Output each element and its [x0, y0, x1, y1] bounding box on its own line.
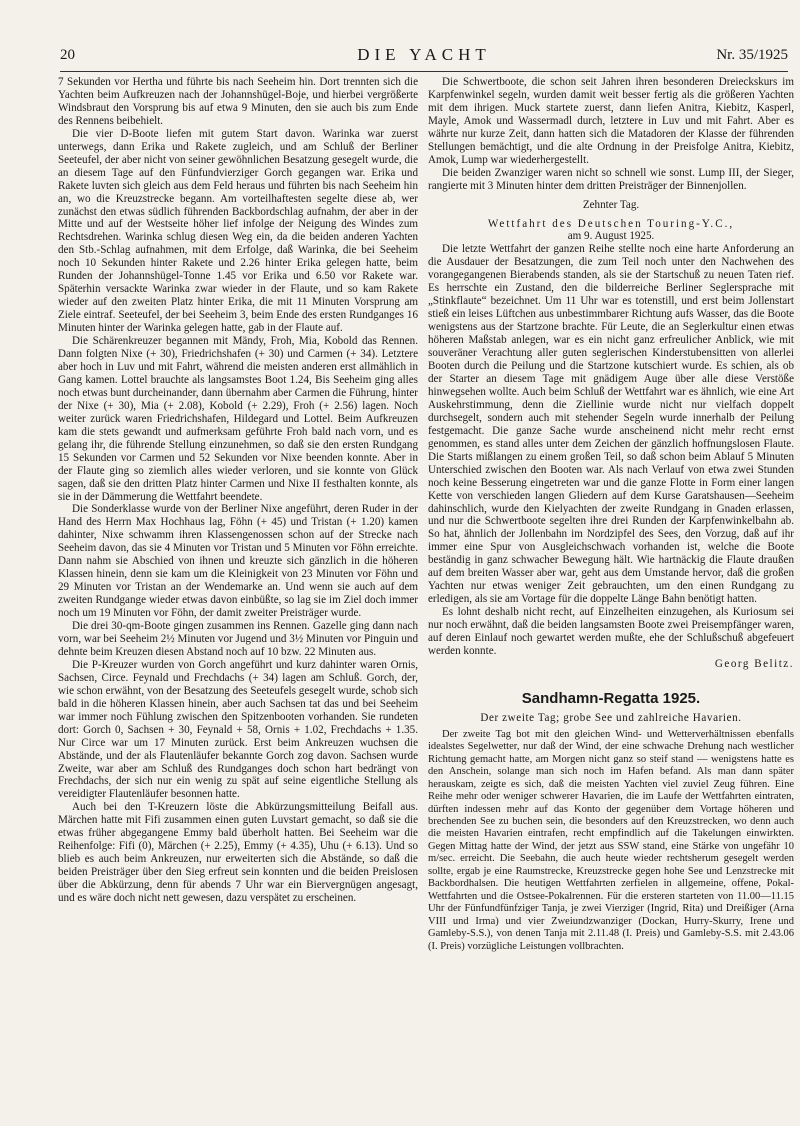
header-rule — [60, 71, 788, 72]
section-title: Wettfahrt des Deutschen Touring-Y.C., — [487, 217, 735, 230]
journal-title: DIE YACHT — [357, 45, 491, 64]
section-day: Zehnter Tag. — [582, 198, 640, 211]
paragraph: Der zweite Tag bot mit den gleichen Wind- und Wetterverhältnissen ebenfalls idealstes Segelwetter, nur daß der Wind, der eine schwache Drehung nach westlicher Richtung gemacht hatte, am Morgen nicht ganz so steif stand — wenigstens hatte es den Anschein, solange man sich noch im Hafen befand. Als man dann später herauskam, zeigte es sich, daß die meisten Yachten viel zuviel Zeug führen. Eine Reihe mehr oder weniger schwerer Havarien, die im Laufe der Wettfahrten eintraten, dürften indessen mehr auf das Konto der gegenüber dem Vortage höheren und brechenden See zu buchen sein, die besonders auf den Kreuzstrecken, wo denn auch die meisten Havarien eintrafen, recht empfindlich auf die Takelungen einwirkten. Gegen Mittag hatte der Wind, der jetzt aus SSW stand, eine Stärke von ungefähr 10 m/sec. erreicht. Die Seebahn, die auch heute wieder rechtsherum gesegelt werden sollte, ergab je eine Raumstrecke, Kreuzstrecke gegen hohe See und Lenzstrecke mit Backbordhalsen. Die heutigen Wettfahrten zerfielen in allgemeine, offene, Pokal-Wettfahrten und die Ostsee-Pokalrennen. Für die ersteren starteten von 11.00—11.15 Uhr der Fünfundfünfziger Tanja, je zwei Vierziger (Ingrid, Rita) und Dreißiger (Arna VIII und Irma) und vier Zweiundzwanziger (Dockan, Hurry-Skurry, Irene und Gamleby-S.S.), von denen Tanja mit 2.11.48 (I. Preis) und Gamleby-S.S. mit 2.43.06 (I. Preis) vorzügliche Leistungen vollbrachten. — [428, 728, 794, 952]
paragraph: Die Schärenkreuzer begannen mit Mändy, Froh, Mia, Kobold das Rennen. Dann folgten Nixe (+ 30), Friedrichshafen (+ 30) und Carmen (+ 34). Letztere aber hoch in Luv und mit Fahrt, während die meisten anderen erst allmählich in Gang kamen. Lottel brauchte als langsamstes Boot 1.24, Bis Seeheim ging alles noch etwas bunt durcheinander, dann übernahm aber Carmen die Führung, hinter der Nixe (+ 30), Mia (+ 2.08), Kobold (+ 2.29), Froh (+ 2.56) lagen. Noch weiter zurück waren Friedrichshafen, Hildegard und Lottel. Beim Aufkreuzen kam die stets gewandt und aufmerksam geführte Froh bald nach vorn, und es gelang ihr, die führende Stellung einzunehmen, so daß sie den ersten Rundgang 15 Sekunden vor Carmen und 52 Sekunden vor Nixe beenden konnte. Aber in der Flaute ging so ziemlich alles wieder verloren, und sie konnte von Glück sagen, daß sie den dritten Platz hinter Carmen und Nixe II festhalten konnte, als sie in der Dämmerung die Wettfahrt beendete. — [58, 335, 418, 503]
author-signature: Georg Belitz. — [714, 657, 794, 670]
paragraph: Auch bei den T-Kreuzern löste die Abkürzungsmitteilung Beifall aus. Märchen hatte mit Fifi zusammen einen guten Luvstart gemacht, so daß sie die etwas früher abgegangene Emmy bald überholt hatten. Bei Seeheim war die Reihenfolge: Fifi (0), Märchen (+ 2.25), Emmy (+ 4.35), Uhu (+ 6.13). Und so blieb es auch beim Ankreuzen, nur erweiterten sich die Abstände, so daß die beiden Preisträger über den Sieg erfreut sein konnten und die beiden Preislosen über die Abkürzung, denn für abends 7 Uhr war ein Biervergnügen angesagt, und es wäre doch nicht nett gewesen, dazu verspätet zu erscheinen. — [58, 801, 418, 905]
paragraph: Die vier D-Boote liefen mit gutem Start davon. Warinka war zuerst unterwegs, dann Erika und Rakete zugleich, und am Schluß der Berliner Seeteufel, der aber nicht von seiner gewöhnlichen Besatzung gesegelt wurde, die an diesem Tage auf den Fünfundvierziger Gorch gegangen war. Erika und Rakete luvten sich gleich aus dem Feld heraus und führten bis nach Seeheim hin an, wo die Kreuzstrecke begann. Am vorteilhaftesten segelte diese ab, wer zunächst den etwas südlich führenden Backbordschlag aufnahm, der aber in der Mitte und auf der Westseite höher lief infolge der Neigung des Windes zum Rechtsdrehen. Warinka schlug diesen Weg ein, da die beiden anderen Yachten den Stb.-Schlag aufnahmen, mit dem Erfolge, daß Warinka, die bei Seeheim noch 10 Sekunden hinter Rakete und 2.26 hinter Erika gelegen hatte, beim Runden der Johannshügel-Tonne 1.45 vor Erika und 6.50 vor Rakete war. Späterhin versackte Warinka zwar wieder in der Flaute, und so kam Rakete wieder auf den zweiten Platz hinter Erika, die mit 11 Minuten Vorsprung am Ziele eintraf. Seeteufel, der bei Seeheim 3, beim Ende des ersten Rundganges 16 Minuten hinter der Warinka gelegen hatte, gab in der Flaute auf. — [58, 127, 418, 335]
issue-number: Nr. 35/1925 — [716, 46, 788, 63]
page-number: 20 — [60, 46, 75, 63]
paragraph: Die drei 30-qm-Boote gingen zusammen ins Rennen. Gazelle ging dann nach vorn, war bei Seeheim 2½ Minuten vor Jugend und 3½ Minuten vor Pinguin und dehnte beim Kreuzen diesen Abstand noch auf 10 bzw. 22 Minuten aus. — [58, 620, 418, 658]
paragraph: 7 Sekunden vor Hertha und führte bis nach Seeheim hin. Dort trennten sich die Yachten beim Aufkreuzen nach der Johannshügel-Boje, und hierbei vergrößerte Windsbraut den Vorsprung bis auf etwa 9 Minuten, den sie auch bis zum Ende des Rennens beibehielt. — [58, 76, 418, 127]
paragraph: Die letzte Wettfahrt der ganzen Reihe stellte noch eine harte Anforderung an die Ausdauer der Besatzungen, die zum Teil noch unter den Nachwehen des vorangegangenen Bierabends standen, als sie der Startschuß zu neuen Taten rief. Es herrschte ein Zustand, den die bilderreiche Berliner Seglersprache mit „Stinkflaute“ bezeichnet. Um 11 Uhr war es totenstill, und erst beim Jollenstart stieß ein leises Lüftchen aus unbestimmbarer Richtung aufs Wasser, das die Boote wenigstens aus der Startzone brachte. Für Leute, die an Seglerkultur einen etwas höheren Maßstab anlegen, war es ein nicht ganz erfreulicher Anblick, wie mit souveräner Verachtung aller guten seglerischen Kinderstubensitten von allerlei Booten durch die Peilung und die Startzone kutschiert wurde. Es schien, als ob der Starter an diesem Tage mit gnädigem Auge über alle diese Verstöße hinwegsehen wollte. Auch beim Schluß der Wettfahrt war es ähnlich, wie eine Art Auskehrstimmung, denn die Ziellinie wurde nicht nur vielfach doppelt durchsegelt, sondern auch mit stehender Segeln wurde innerhalb der Peilung festgemacht. Die ganze Sache wurde anscheinend nicht mehr recht ernst genommen, es stand alles unter dem Zeichen der gänzlich hoffnungslosen Flaute. Die Starts mißlangen zu einem großen Teil, so daß schon beim Ablauf 5 Minuten Unterschied zwischen den Booten war. Als nach Verlauf von etwa zwei Stunden noch keine Besserung eingetreten war und die ganze Flotte in Form einer langen Kette von verschieden langen Gliedern auf dem Kurse Garatshausen—Seeheim dahinschlich, wurde den Kielyachten der zweite Rundgang in Gnaden erlassen, und nur die Schwertboote segelten ihre drei Runden der Karpfenwinkelbahn ab. So hat, ähnlich der Jollenbahn im Nordzipfel des Sees, den Vorzug, daß auf ihr immer eine Spur von Ausgleichschwach vorhanden ist, welche die Boote beständig in ganz schwacher Bewegung hält. Wie hartnäckig die Flaute draußen auf dem breiten Wasser aber war, geht aus dem Umstande hervor, daß die großen Yachten nur etwas weniger Zeit gebrauchten, um den einen Rundgang zu erledigen, als sie am Vortage für die doppelte Länge Bahn benötigt hatten. — [428, 243, 794, 606]
page-header — [60, 40, 788, 70]
paragraph: Die P-Kreuzer wurden von Gorch angeführt und kurz dahinter waren Ornis, Sachsen, Circe. Feynald und Frechdachs (+ 34) lagen am Schluß. Gorch, der, wie schon erwähnt, von der Besatzung des Seeteufels gesegelt wurde, schob sich bald in die höheren Klassen hinein, aber auch Sachsen tat das und bei Seeheim war immer noch Fühlung zwischen den Spitzenbooten vorhanden. Sie rundeten dort: Gorch 0, Sachsen + 30, Feynald + 58, Ornis + 1.02, Frechdachs + 1.35. Nur Circe war um 17 Minuten zurück. Erst beim Ankreuzen wuchsen die Abstände, und der als Flautenläufer bekannte Gorch zog davon. Sachsen wurde Zweite, war aber am Schluß des Rundganges doch schon hart bedrängt von Frechdachs, der sich nur ein wenig zu spät auf seine eigentliche Stellung als vereidigter Flautenläufer besonnen hatte. — [58, 658, 418, 801]
right-column — [428, 76, 794, 953]
paragraph: Die Schwertboote, die schon seit Jahren ihren besonderen Dreieckskurs im Karpfenwinkel segeln, wurden damit weit besser fertig als die größeren Yachten mit dem ihrigen. Muck startete zuerst, dann liefen Anitra, Kiebitz, Kasperl, Mayle, Amok und Wassermadl durch, letztere in Luv und mit Fahrt. Aber es währte nur kurze Zeit, dann hatten sich die Matadoren der Klasse der führenden Stellungen bemächtigt, und die alte Ordnung in der Preisfolge Anitra, Kiebitz, Amok, Lump war wiederhergestellt. — [428, 76, 794, 166]
paragraph: Die Sonderklasse wurde von der Berliner Nixe angeführt, deren Ruder in der Hand des Herrn Max Hochhaus lag, Föhn (+ 45) und Tristan (+ 1.20) kamen dahinter, Nixe schwamm ihren Klassengenossen schon auf der Strecke nach Seeheim davon, das sie 4 Minuten vor Tristan und 5 Minuten vor Föhn erreichte. Dann nahm sie Abschied von ihnen und kreuzte sich gänzlich in die höheren Klassen hinein, denn sie kam um die Kleinigkeit von 23 Minuten vor Föhn und 29 Minuten vor Tristan an der Wendemarke an. Und wenn sie auch auf dem zweiten Rundgange wieder etwas davon einbüßte, so lag sie im Ziel doch immer noch um 19 Minuten vor Föhn, der damit zweiter Preisträger wurde. — [58, 503, 418, 620]
regatta-subtitle: Der zweite Tag; grobe See und zahlreiche Havarien. — [480, 711, 742, 724]
paragraph: Es lohnt deshalb nicht recht, auf Einzelheiten einzugehen, als Kuriosum sei nur noch erwähnt, daß die beiden langsamsten Boote zwei Preisempfänger waren, auf deren Einlauf noch gewartet werden mußte, ehe der Schlußschuß abgefeuert werden konnte. — [428, 606, 794, 657]
left-column — [58, 76, 418, 905]
section-date: am 9. August 1925. — [567, 230, 655, 243]
paragraph: Die beiden Zwanziger waren nicht so schnell wie sonst. Lump III, der Sieger, rangierte mit 3 Minuten hinter dem dritten Preisträger der Binnenjollen. — [428, 166, 794, 192]
regatta-headline: Sandhamn-Regatta 1925. — [521, 689, 701, 707]
